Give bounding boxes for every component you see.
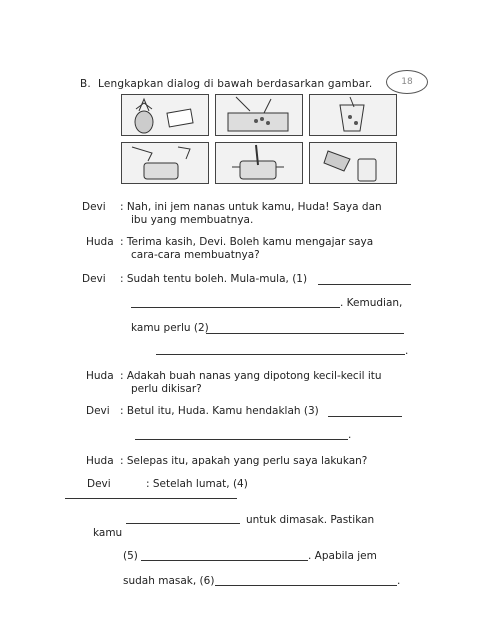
page-number-badge xyxy=(386,70,428,94)
answer-blank-1a[interactable] xyxy=(318,284,411,285)
dialog-line: : Sudah tentu boleh. Mula-mula, (1) xyxy=(120,273,308,285)
dialog-line: . xyxy=(348,429,352,441)
dialog-line: . xyxy=(397,575,401,587)
dialog-line: . xyxy=(405,345,409,357)
dialog-line: : Selepas itu, apakah yang perlu saya lakukan? xyxy=(120,455,368,467)
picture-pour-into-pot xyxy=(121,142,209,184)
speaker-devi: Devi xyxy=(82,273,106,285)
instruction-text: Lengkapkan dialog di bawah berdasarkan gambar. xyxy=(98,78,373,90)
answer-blank-2b[interactable] xyxy=(156,354,405,355)
speaker-huda: Huda xyxy=(86,455,114,467)
dialog-line: kamu xyxy=(93,527,123,539)
answer-blank-1b[interactable] xyxy=(131,307,340,308)
dialog-line: : Setelah lumat, (4) xyxy=(146,478,248,490)
dialog-line: . Kemudian, xyxy=(340,297,403,309)
answer-blank-5[interactable] xyxy=(141,560,308,561)
dialog-line: . Apabila jem xyxy=(308,550,377,562)
speaker-huda: Huda xyxy=(86,370,114,382)
dialog-line: : Nah, ini jem nanas untuk kamu, Huda! Saya dan xyxy=(120,201,382,213)
dialog-line: untuk dimasak. Pastikan xyxy=(246,514,375,526)
picture-pineapple-and-box xyxy=(121,94,209,136)
speaker-devi: Devi xyxy=(82,201,106,213)
picture-fill-jar xyxy=(309,142,397,184)
dialog-line: (5) xyxy=(123,550,138,562)
dialog-line: kamu perlu (2) xyxy=(131,322,209,334)
answer-blank-2a[interactable] xyxy=(206,333,404,334)
picture-blender xyxy=(309,94,397,136)
speaker-huda: Huda xyxy=(86,236,114,248)
instruction-heading xyxy=(80,78,372,90)
page-number: 18 xyxy=(401,77,413,87)
answer-blank-6[interactable] xyxy=(215,585,397,586)
answer-blank-3a[interactable] xyxy=(328,416,402,417)
answer-blank-4a[interactable] xyxy=(65,498,237,499)
dialog-line: sudah masak, (6) xyxy=(123,575,215,587)
dialog-line: : Betul itu, Huda. Kamu hendaklah (3) xyxy=(120,405,319,417)
dialog-line: cara-cara membuatnya? xyxy=(131,249,260,261)
picture-cutting-pineapple xyxy=(215,94,303,136)
dialog-line: : Terima kasih, Devi. Boleh kamu mengajar saya xyxy=(120,236,374,248)
answer-blank-3b[interactable] xyxy=(135,439,348,440)
answer-blank-4b[interactable] xyxy=(126,523,240,524)
speaker-devi: Devi xyxy=(86,405,110,417)
dialog-line: ibu yang membuatnya. xyxy=(131,214,254,226)
dialog-line: perlu dikisar? xyxy=(131,383,202,395)
picture-cooking-pot xyxy=(215,142,303,184)
section-label: B. xyxy=(80,78,91,90)
dialog-line: : Adakah buah nanas yang dipotong kecil-kecil itu xyxy=(120,370,382,382)
speaker-devi: Devi xyxy=(87,478,111,490)
